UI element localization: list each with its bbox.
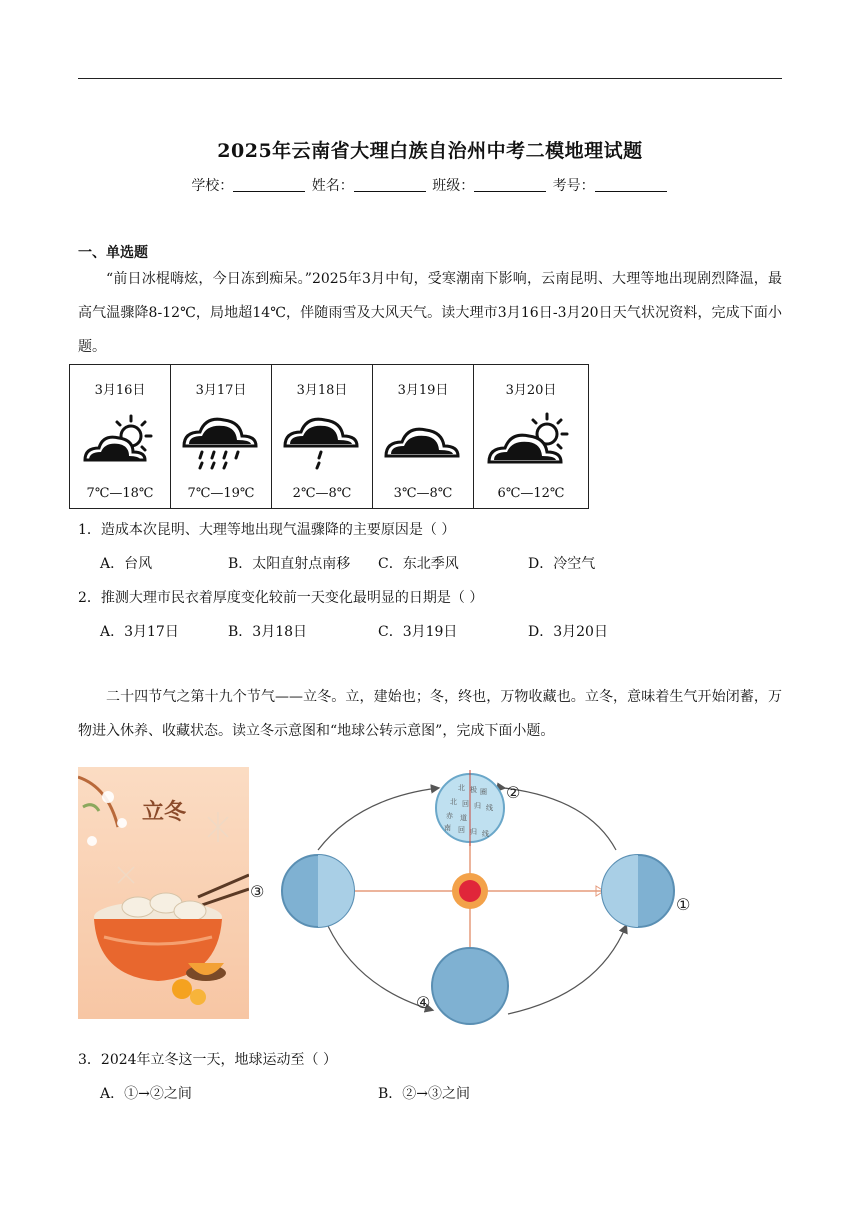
globe-text-11: 回	[458, 826, 465, 834]
question-2-stem: 2．推测大理市民衣着厚度变化较前一天变化最明显的日期是（ ）	[78, 590, 484, 606]
position-label-1: ①	[676, 895, 691, 914]
q2-option-c[interactable]: C．3月19日	[378, 624, 458, 640]
weather-date: 3月17日	[195, 383, 247, 398]
sun-behind-cloud-icon	[474, 410, 588, 472]
intro-paragraph: “前日冰棍嗨炫，今日冻到痴呆。”2025年3月中旬，受寒潮南下影响，云南昆明、大理等地出现剧烈降温，最高气温骤降8-12℃，局地超14℃，伴随雨雪及大风天气。读大理市3月16日-3月20日天气状况资料，完成下面小题。	[78, 271, 782, 355]
q1-option-d[interactable]: D．冷空气	[528, 556, 596, 572]
q3-option-a[interactable]: A．①→②之间	[100, 1086, 192, 1102]
heavy-rain-cloud-icon	[171, 410, 271, 472]
q2-option-d[interactable]: D．3月20日	[528, 624, 608, 640]
globe-text-1: 北	[458, 784, 465, 792]
school-label: 学校：	[191, 178, 234, 194]
question-3-stem: 3．2024年立冬这一天，地球运动至（ ）	[78, 1052, 337, 1068]
globe-text-6: 归	[474, 802, 481, 810]
section-heading: 一、单选题	[78, 245, 148, 261]
weather-day-3	[272, 365, 373, 509]
weather-temp: 7℃—19℃	[187, 486, 255, 501]
exam-number-blank[interactable]	[595, 177, 667, 192]
sun-behind-cloud-icon	[70, 410, 170, 472]
q3-option-b[interactable]: B．②→③之间	[378, 1086, 471, 1102]
cloud-icon	[373, 410, 473, 472]
globe-text-5: 回	[462, 800, 469, 808]
weather-temp: 2℃—8℃	[292, 486, 352, 501]
globe-text-7: 线	[486, 804, 493, 812]
intro-paragraph-2: 二十四节气之第十九个节气——立冬。立，建始也；冬，终也，万物收藏也。立冬，意味着生气开始闭蓄，万物进入休养、收藏状态。读立冬示意图和“地球公转示意图”，完成下面小题。	[78, 689, 782, 739]
weather-day-2	[171, 365, 272, 509]
poster-title: 立冬	[141, 800, 187, 825]
light-rain-cloud-icon	[272, 410, 372, 472]
position-label-2: ②	[506, 783, 521, 802]
weather-temp: 3℃—8℃	[393, 486, 453, 501]
weather-date: 3月20日	[505, 383, 557, 398]
school-blank[interactable]	[233, 177, 305, 192]
weather-day-5	[474, 365, 589, 509]
weather-date: 3月19日	[397, 383, 449, 398]
globe-text-9: 道	[460, 814, 467, 822]
q2-option-b[interactable]: B．3月18日	[228, 624, 308, 640]
name-blank[interactable]	[354, 177, 426, 192]
class-label: 班级：	[432, 178, 475, 194]
position-label-3: ③	[250, 882, 265, 901]
weather-date: 3月16日	[94, 383, 146, 398]
exam-number-label: 考号：	[552, 178, 595, 194]
weather-table	[69, 364, 589, 509]
question-1-stem: 1．造成本次昆明、大理等地出现气温骤降的主要原因是（ ）	[78, 522, 456, 538]
weather-day-1	[70, 365, 171, 509]
lidong-poster-image	[78, 767, 249, 1019]
q1-option-c[interactable]: C．东北季风	[378, 556, 459, 572]
globe-text-2: 极	[470, 786, 477, 794]
q2-option-a[interactable]: A．3月17日	[100, 624, 179, 640]
position-label-4: ④	[416, 993, 431, 1012]
globe-text-4: 北	[450, 798, 457, 806]
student-info-line	[0, 175, 860, 195]
header-rule	[78, 78, 782, 79]
class-blank[interactable]	[474, 177, 546, 192]
weather-day-4	[373, 365, 474, 509]
q1-option-b[interactable]: B．太阳直射点南移	[228, 556, 351, 572]
name-label: 姓名：	[311, 178, 354, 194]
weather-date: 3月18日	[296, 383, 348, 398]
globe-text-10: 南	[444, 824, 451, 832]
weather-temp: 6℃—12℃	[497, 486, 565, 501]
globe-text-3: 圈	[480, 788, 487, 796]
page-title: 2025年云南省大理白族自治州中考二模地理试题	[217, 140, 643, 162]
globe-text-8: 赤	[446, 812, 453, 820]
globe-text-13: 线	[482, 830, 489, 838]
weather-temp: 7℃—18℃	[86, 486, 154, 501]
earth-orbit-diagram	[248, 758, 708, 1058]
q1-option-a[interactable]: A．台风	[100, 556, 153, 572]
globe-text-12: 归	[470, 828, 477, 836]
